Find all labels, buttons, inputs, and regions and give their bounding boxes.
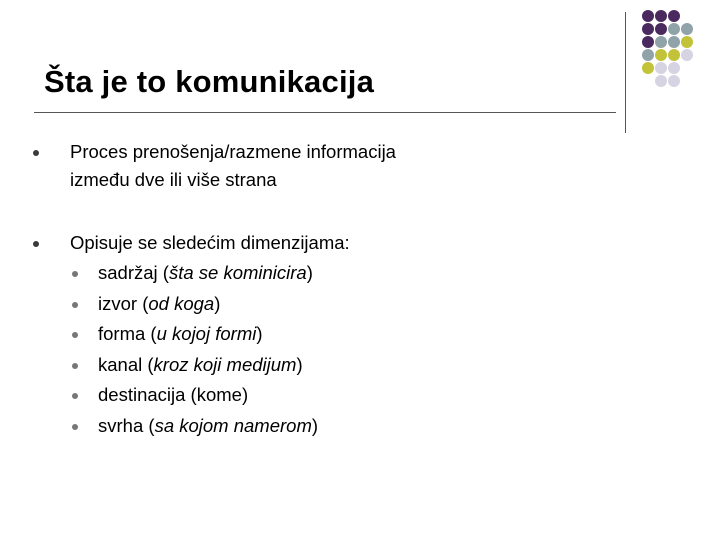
bullet-marker [33,150,39,156]
sub-bullet-marker [72,393,78,399]
dimension-label: kanal [98,353,143,375]
bullet-2-text: Opisuje se sledećim dimenzijama: [70,232,350,253]
dimension-item: izvor (od koga) [98,292,221,314]
dimension-detail: kome [196,384,242,405]
decorative-dot [642,49,654,61]
decorative-dot [681,49,693,61]
vertical-divider [625,12,626,133]
dimension-detail: kroz koji medijum [153,353,297,375]
decorative-dot [642,36,654,48]
dimension-label: svrha [98,414,144,436]
sub-bullet-marker [72,363,78,369]
dimension-label: forma [98,323,146,344]
decorative-dot [655,49,667,61]
dimension-item: forma (u kojoj formi) [98,323,263,344]
dimension-item: kanal (kroz koji medijum) [98,353,303,375]
decorative-dot [655,75,667,87]
bullet-1-line-1: Proces prenošenja/razmene informacija [70,141,396,162]
decorative-dot [668,75,680,87]
decorative-dot [655,36,667,48]
sub-bullet-marker [72,302,78,308]
dimension-detail: u kojoj formi [156,323,257,344]
decorative-dot [668,49,680,61]
dimension-label: izvor [98,292,138,314]
decorative-dot [681,23,693,35]
dimension-item: destinacija (kome) [98,384,249,405]
decorative-dot [668,23,680,35]
decorative-dot [668,36,680,48]
bullet-1-line-2: između dve ili više strana [70,169,277,190]
title-underline [34,112,616,113]
dimension-detail: od koga [148,292,215,314]
dimension-detail: sa kojom namerom [154,414,312,436]
dimension-detail: šta se kominicira [168,262,307,283]
dimension-item: sadržaj (šta se kominicira) [98,262,313,283]
sub-bullet-marker [72,271,78,277]
decorative-dot [642,62,654,74]
decorative-dot [655,23,667,35]
decorative-dot [668,10,680,22]
decorative-dot [655,10,667,22]
decorative-dot [642,23,654,35]
bullet-marker [33,241,39,247]
sub-bullet-marker [72,332,78,338]
dimension-item: svrha (sa kojom namerom) [98,414,319,436]
decorative-dot [668,62,680,74]
decorative-dot [642,10,654,22]
dimension-label: destinacija [98,384,186,405]
decorative-dot [681,36,693,48]
decorative-dot [655,62,667,74]
slide-title: Šta je to komunikacija [44,64,375,99]
dimension-label: sadržaj [98,262,158,283]
sub-bullet-marker [72,424,78,430]
